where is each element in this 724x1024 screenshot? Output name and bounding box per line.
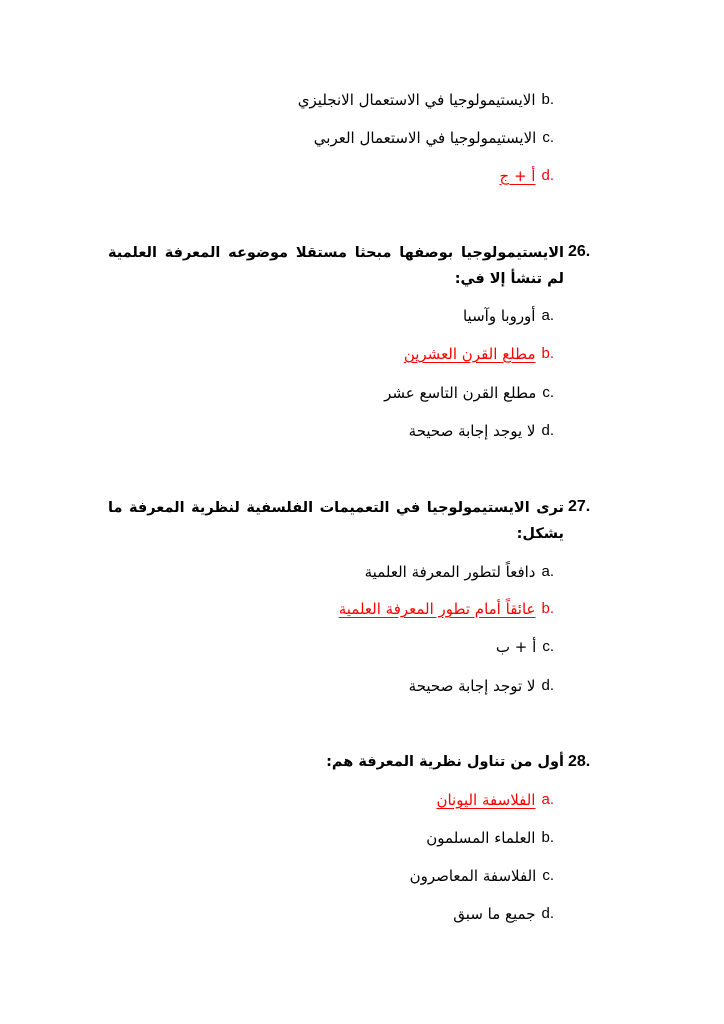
option-26-d <box>409 419 554 443</box>
option-text: الفلاسفة اليونان <box>436 791 536 809</box>
option-letter: a. <box>541 791 554 808</box>
option-text: دافعاً لتطور المعرفة العلمية <box>364 563 536 581</box>
option-28-b <box>426 826 554 850</box>
option-letter: b. <box>541 91 554 108</box>
option-letter: b. <box>541 600 554 617</box>
option-text: جميع ما سبق <box>453 905 536 923</box>
option-27-c <box>496 635 554 659</box>
option-28-a-correct <box>436 788 554 812</box>
option-text: العلماء المسلمون <box>426 829 536 847</box>
option-text: الايستيمولوجيا في الاستعمال العربي <box>313 129 537 147</box>
question-text: أول من تناول نظرية المعرفة هم: <box>326 754 564 770</box>
option-text: أ + ب <box>495 638 537 656</box>
option-letter: c. <box>542 638 554 655</box>
option-letter: d. <box>541 167 554 184</box>
option-text: أوروبا وآسيا <box>462 307 536 325</box>
option-text: مطلع القرن التاسع عشر <box>384 384 537 402</box>
question-number: 26. <box>568 243 591 260</box>
option-text: عائقاً أمام تطور المعرفة العلمية <box>338 600 536 618</box>
option-letter: c. <box>542 867 554 884</box>
option-26-a <box>463 304 554 328</box>
option-letter: c. <box>542 129 554 146</box>
option-letter: d. <box>541 422 554 439</box>
option-text: لا يوجد إجابة صحيحة <box>408 422 536 440</box>
question-text: الايستيمولوجيا بوصفها مبحثا مستقلا موضوعه المعرفة العلمية لم تنشأ إلا في: <box>108 245 564 287</box>
option-letter: d. <box>541 677 554 694</box>
option-letter: c. <box>542 384 554 401</box>
option-28-d <box>453 902 554 926</box>
question-number: 27. <box>568 498 591 515</box>
option-letter: b. <box>541 829 554 846</box>
option-letter: b. <box>541 345 554 362</box>
option-27-b-correct <box>339 597 554 621</box>
option-text: الفلاسفة المعاصرون <box>409 867 537 885</box>
option-text: الايستيمولوجيا في الاستعمال الانجليزي <box>297 91 536 109</box>
option-text: لا توجد إجابة صحيحة <box>408 677 536 695</box>
option-26-c <box>384 381 554 405</box>
option-text: أ + ج <box>499 167 536 185</box>
option-letter: d. <box>541 905 554 922</box>
option-letter: a. <box>541 307 554 324</box>
option-text: مطلع القرن العشرين <box>403 345 536 363</box>
question-text: ترى الايستيمولوجيا في التعميمات الفلسفية لنظرية المعرفة ما يشكل: <box>108 500 564 542</box>
option-25-d-correct <box>500 164 554 188</box>
option-25-b <box>298 88 554 112</box>
option-27-a <box>365 560 554 584</box>
option-28-c <box>410 864 554 888</box>
option-25-c <box>314 126 554 150</box>
option-letter: a. <box>541 563 554 580</box>
option-26-b-correct <box>404 342 554 366</box>
option-27-d <box>409 674 554 698</box>
question-number: 28. <box>568 753 591 770</box>
